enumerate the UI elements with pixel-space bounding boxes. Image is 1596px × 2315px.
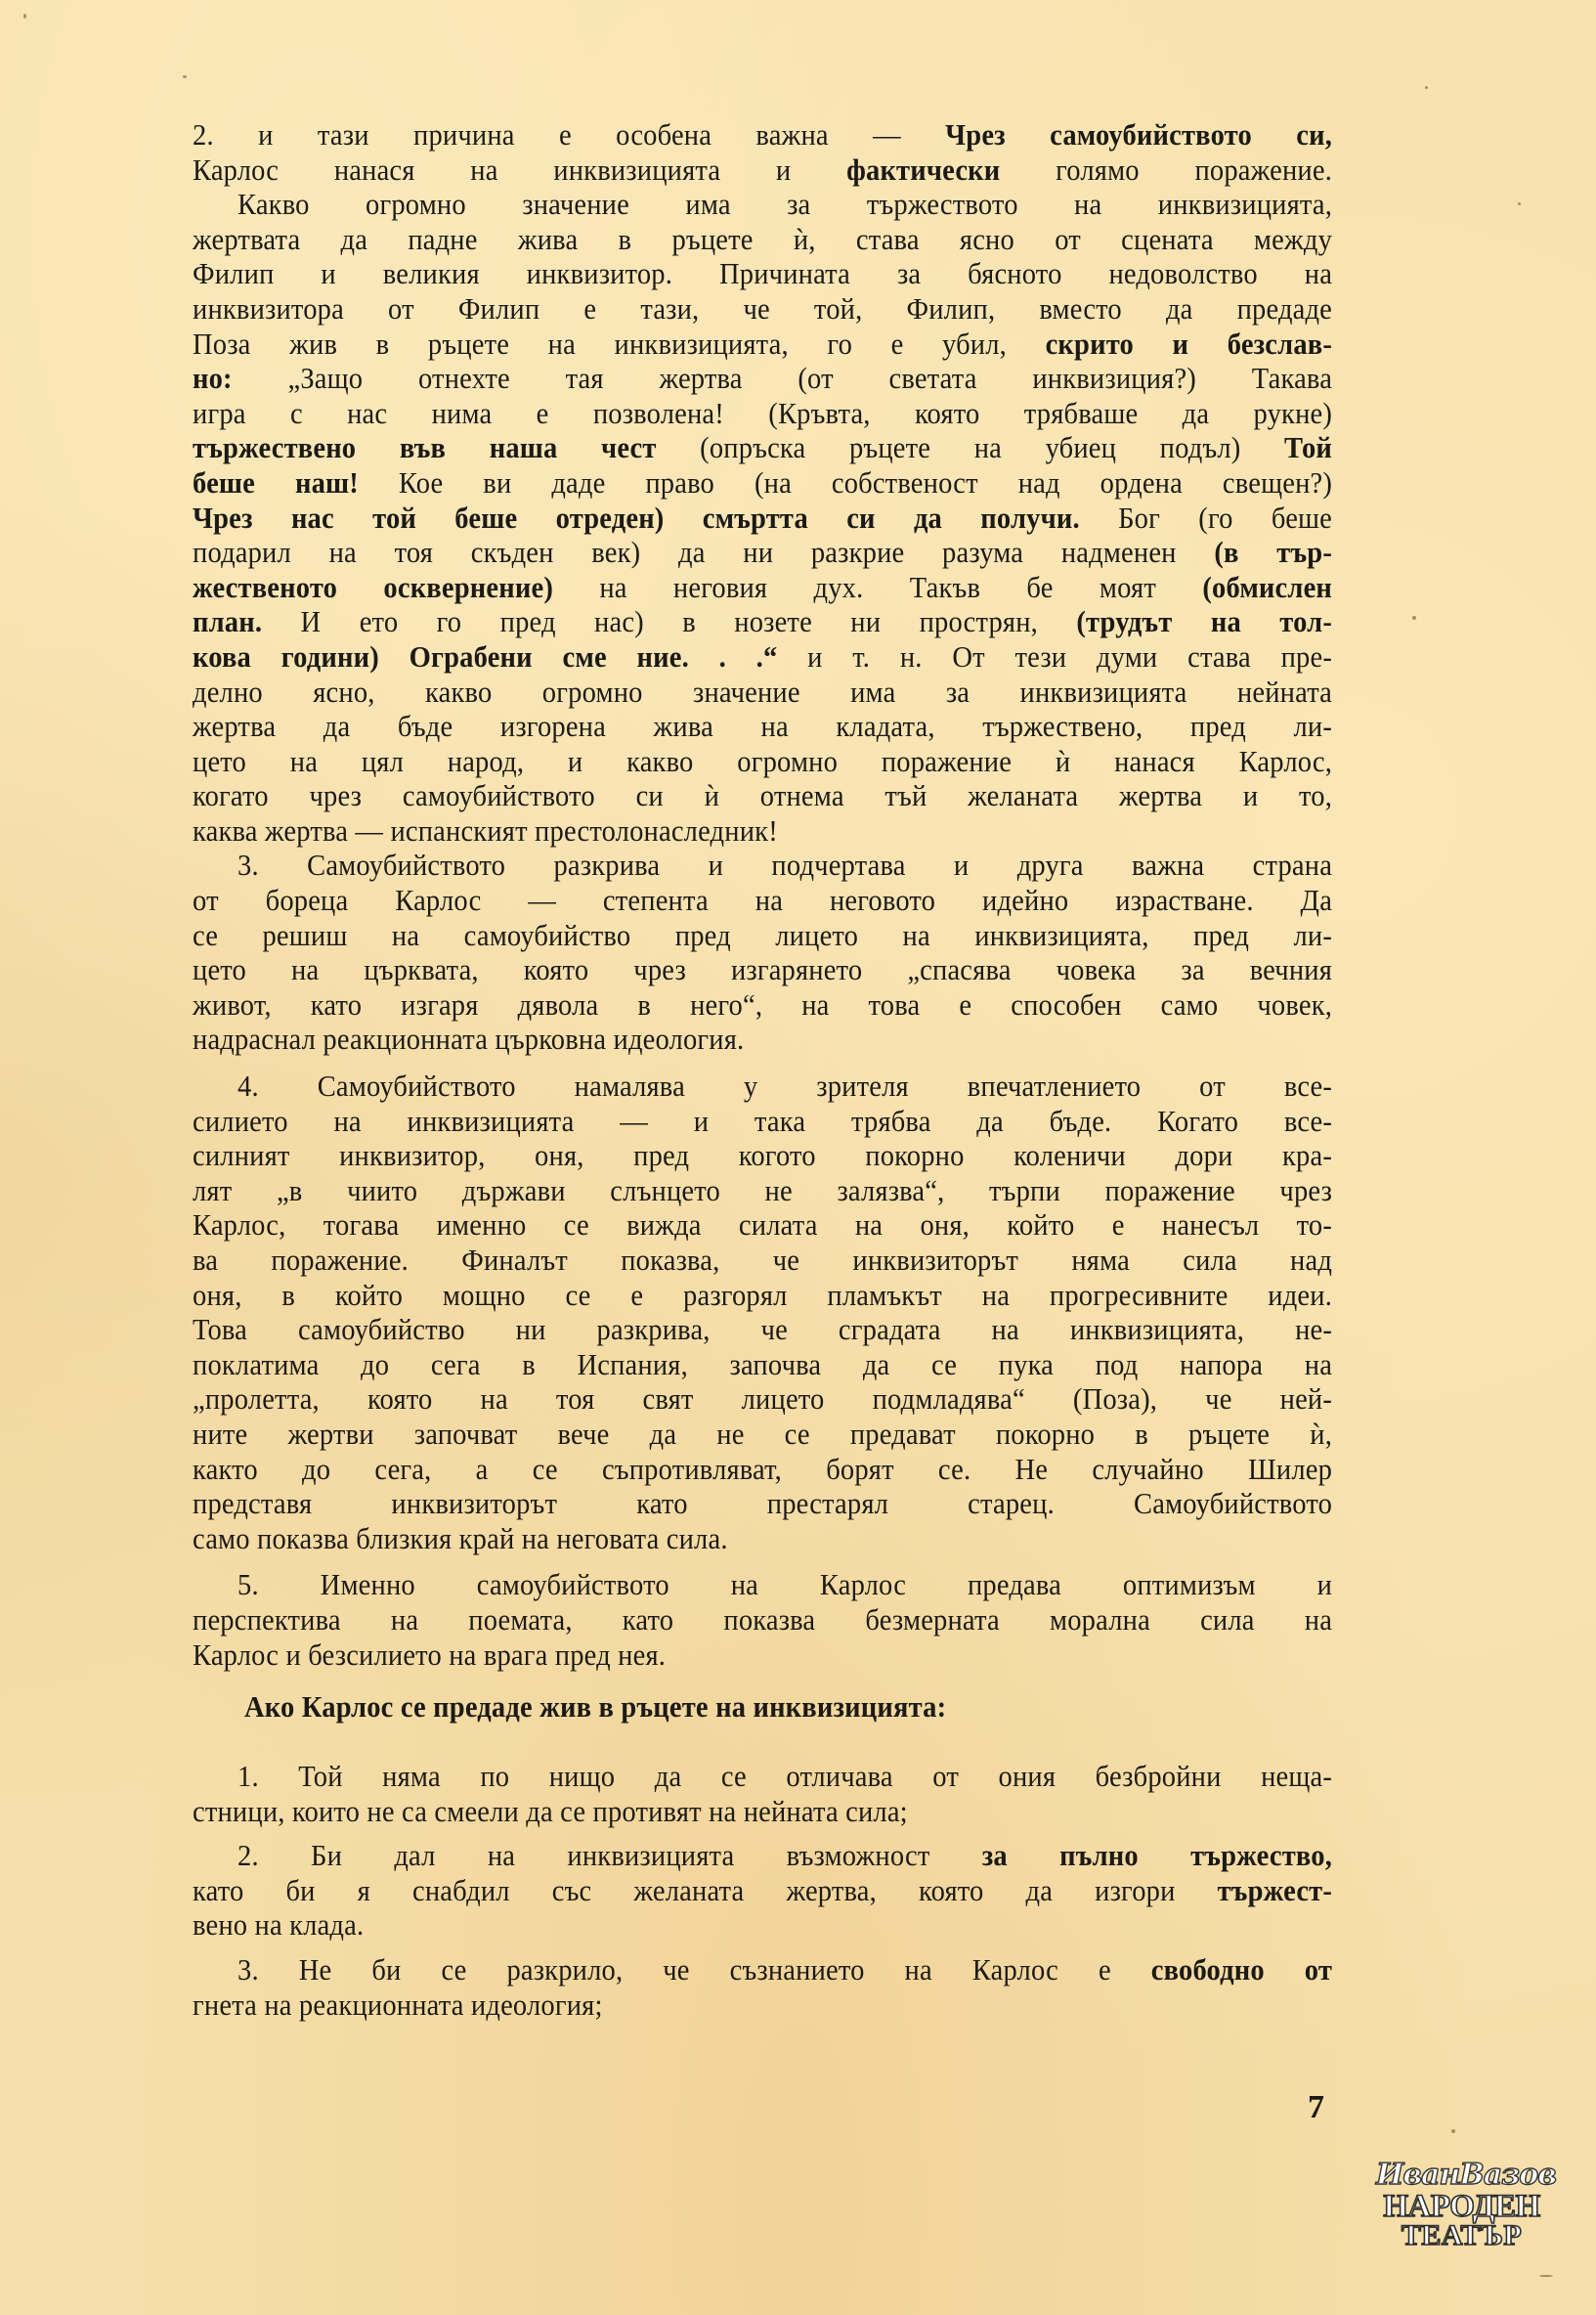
text-run: подарил на тоя скъден век) да ни разкрие разума надменен — [193, 535, 1215, 570]
text-line — [193, 291, 1332, 327]
text-line — [193, 848, 1332, 883]
text-run: каква жертва — испанският престолонаследник! — [193, 812, 778, 848]
text-line — [193, 430, 1332, 465]
text-line — [193, 1838, 1332, 1873]
bold-text: свободно от — [1150, 1951, 1333, 1987]
bold-text: фактически — [846, 152, 1001, 187]
bold-text: Той — [1284, 430, 1333, 465]
text-line — [193, 1987, 1332, 2023]
text-line — [193, 1381, 1332, 1417]
national-theatre-logo — [1376, 2158, 1557, 2266]
text-line — [193, 1173, 1332, 1208]
text-line — [193, 813, 1332, 849]
text-run: делно ясно, какво огромно значение има за инквизицията нейната — [193, 674, 1333, 709]
text-line — [193, 883, 1332, 918]
text-run: игра с нас нима е позволена! (Кръвта, която трябваше да рукне) — [193, 395, 1333, 430]
text-run: ните жертви започват вече да не се предават покорно в ръцете ѝ, — [193, 1416, 1333, 1451]
text-run: (опръска ръцете на убиец подъл) — [656, 430, 1285, 465]
text-line — [193, 778, 1332, 813]
text-run: 3. Самоубийството разкрива и подчертава и друга важна страна — [237, 848, 1333, 883]
bold-text: беше наш! — [193, 464, 359, 500]
text-line — [193, 1873, 1332, 1908]
bold-text: Чрез нас той беше отреден) смъртта си да получи. — [193, 500, 1080, 535]
bold-text: Чрез самоубийството си, — [945, 117, 1333, 152]
text-run: се решиш на самоубийство пред лицето на инквизицията, пред ли- — [193, 917, 1333, 952]
text-line — [193, 1417, 1332, 1452]
paper-speck — [1412, 616, 1416, 620]
paper-speck — [183, 75, 187, 78]
text-line — [193, 1207, 1332, 1243]
text-run: стници, които не са смеели да се противят на нейната сила; — [193, 1793, 908, 1828]
consequences-list — [193, 1759, 1332, 2022]
bold-text: (в тър- — [1214, 535, 1333, 570]
text-line — [193, 1452, 1332, 1487]
bold-text: но: — [193, 361, 233, 396]
text-run: „Защо отнехте тая жертва (от светата инквизиция?) Такава — [232, 361, 1333, 396]
text-line — [193, 327, 1332, 362]
text-run: И ето го пред нас) в нозете ни прострян, — [262, 604, 1077, 639]
bold-text: кова години) Ограбени сме ние. . .“ — [193, 638, 778, 674]
text-line — [193, 639, 1332, 675]
text-run: Бог (го беше — [1079, 500, 1333, 535]
text-line — [193, 256, 1332, 291]
text-run: силието на инквизицията — и така трябва да бъде. Когато все- — [193, 1103, 1333, 1138]
text-line — [193, 153, 1332, 188]
text-line — [193, 1521, 1332, 1556]
body-text — [193, 117, 1332, 1672]
bold-text: скрито и безслав- — [1045, 326, 1333, 361]
logo-script: ИванВазов — [1376, 2158, 1557, 2192]
text-line — [193, 1759, 1332, 1794]
text-run: 2. Би дал на инквизицията възможност — [237, 1838, 982, 1873]
text-run: както до сега, а се съпротивляват, борят се. Не случайно Шилер — [193, 1451, 1333, 1486]
text-run: Кое ви даде право (на собственост над ордена свещен?) — [358, 464, 1333, 500]
text-run: когато чрез самоубийството си ѝ отнема тъй желаната жертва и то, — [193, 778, 1333, 813]
section-heading: Ако Карлос се предаде жив в ръцете на инквизицията: — [244, 1689, 947, 1724]
text-line — [193, 1069, 1332, 1104]
bold-text: (обмислен — [1202, 569, 1333, 604]
text-run: от бореца Карлос — степента на неговото идейно израстване. Да — [193, 883, 1333, 918]
text-line — [193, 1022, 1332, 1057]
text-run: 4. Самоубийството намалява у зрителя впечатлението от все- — [237, 1069, 1333, 1104]
text-line — [193, 1138, 1332, 1173]
text-run: лят „в чиито държави слънцето не залязва“, търпи поражение чрез — [193, 1172, 1333, 1207]
text-line — [193, 604, 1332, 639]
text-run: Поза жив в ръцете на инквизицията, го е убил, — [193, 326, 1046, 361]
bold-text: тържествено във наша чест — [193, 430, 657, 465]
text-line — [193, 501, 1332, 536]
bold-text: (трудът на тол- — [1076, 604, 1333, 639]
text-run: оня, в който мощно се е разгорял пламъкът на прогресивните идеи. — [193, 1277, 1333, 1312]
text-run: 3. Не би се разкрило, че съзнанието на Карлос е — [237, 1951, 1151, 1987]
bold-text: жественото осквернение) — [193, 569, 554, 604]
paper-speck — [1451, 2129, 1455, 2133]
text-line — [193, 1567, 1332, 1602]
paper-speck — [1539, 2275, 1553, 2277]
text-run: жертва да бъде изгорена жива на кладата, тържествено, пред ли- — [193, 709, 1333, 744]
bold-text: тържест- — [1217, 1872, 1333, 1907]
text-line — [193, 396, 1332, 431]
text-run: перспектива на поемата, като показва безмерната морална сила на — [193, 1601, 1333, 1637]
text-line — [193, 675, 1332, 710]
text-run: гнета на реакционната идеология; — [193, 1987, 603, 2022]
text-line — [193, 187, 1332, 222]
paper-speck — [1425, 86, 1428, 89]
text-line — [193, 744, 1332, 779]
text-run: представя инквизиторът като престарял старец. Самоубийството — [193, 1486, 1333, 1521]
text-run: само показва близкия край на неговата сила. — [193, 1520, 728, 1555]
text-run: цето на църквата, която чрез изгарянето „спасява човека за вечния — [193, 952, 1333, 987]
text-line — [193, 1347, 1332, 1382]
text-line — [193, 570, 1332, 605]
text-run: Какво огромно значение има за тържеството на инквизицията, — [237, 187, 1333, 222]
text-run: Карлос и безсилието на врага пред нея. — [193, 1637, 667, 1672]
text-run: силният инквизитор, оня, пред когото покорно коленичи дори кра- — [193, 1138, 1333, 1173]
text-run: живот, като изгаря дявола в него“, на това е способен само човек, — [193, 986, 1333, 1022]
text-run: и т. н. От тези думи става пре- — [777, 638, 1333, 674]
text-line — [193, 1486, 1332, 1521]
text-run: Филип и великия инквизитор. Причината за бясното недоволство на — [193, 256, 1333, 291]
text-run: цето на цял народ, и какво огромно поражение ѝ нанася Карлос, — [193, 743, 1333, 778]
text-line — [193, 1312, 1332, 1347]
page-number: 7 — [1308, 2089, 1324, 2125]
text-line — [193, 1794, 1332, 1829]
text-line — [193, 1952, 1332, 1987]
text-run: надраснал реакционната църковна идеология. — [193, 1022, 745, 1057]
text-line — [193, 952, 1332, 987]
text-line — [193, 918, 1332, 953]
text-run: голямо поражение. — [1000, 152, 1333, 187]
text-line — [193, 361, 1332, 396]
text-run: Карлос, тогава именно се вижда силата на оня, който е нанесъл то- — [193, 1207, 1333, 1243]
text-line — [193, 117, 1332, 153]
text-line — [193, 1104, 1332, 1139]
text-run: Карлос нанася на инквизицията и — [193, 152, 847, 187]
text-run: 1. Той няма по нищо да се отличава от ония безбройни неща- — [237, 1759, 1333, 1793]
logo-line-1: НАРОДЕН — [1383, 2189, 1540, 2224]
text-line — [193, 1907, 1332, 1943]
text-run: „пролетта, която на тоя свят лицето подмладява“ (Поза), че ней- — [193, 1381, 1333, 1417]
text-run: вено на клада. — [193, 1907, 365, 1943]
text-run: Това самоубийство ни разкрива, че сградата на инквизицията, не- — [193, 1312, 1333, 1347]
text-run: жертвата да падне жива в ръцете ѝ, става ясно от сцената между — [193, 221, 1333, 256]
text-run: 5. Именно самоубийството на Карлос предава оптимизъм и — [237, 1567, 1333, 1602]
text-run: 2. и тази причина е особена важна — — [193, 117, 946, 152]
text-run: ва поражение. Финалът показва, че инквизиторът няма сила над — [193, 1243, 1333, 1277]
text-line — [193, 987, 1332, 1023]
logo-line-2: ТЕАТЪР — [1401, 2219, 1523, 2251]
text-line — [193, 1278, 1332, 1313]
text-line — [193, 535, 1332, 570]
text-line — [193, 1243, 1332, 1278]
text-line — [193, 222, 1332, 257]
paper-speck — [23, 14, 26, 19]
text-run: като би я снабдил със желаната жертва, която да изгори — [193, 1872, 1218, 1907]
text-line — [193, 1638, 1332, 1673]
bold-text: план. — [193, 604, 263, 639]
text-line — [193, 1602, 1332, 1638]
text-line — [193, 709, 1332, 744]
text-run: на неговия дух. Такъв бе моят — [553, 569, 1203, 604]
text-run: инквизитора от Филип е тази, че той, Филип, вместо да предаде — [193, 290, 1333, 326]
paper-speck — [1518, 202, 1521, 205]
text-line — [193, 465, 1332, 501]
bold-text: за пълно тържество, — [981, 1838, 1333, 1873]
text-run: поклатима до сега в Испания, започва да се пука под напора на — [193, 1346, 1333, 1381]
